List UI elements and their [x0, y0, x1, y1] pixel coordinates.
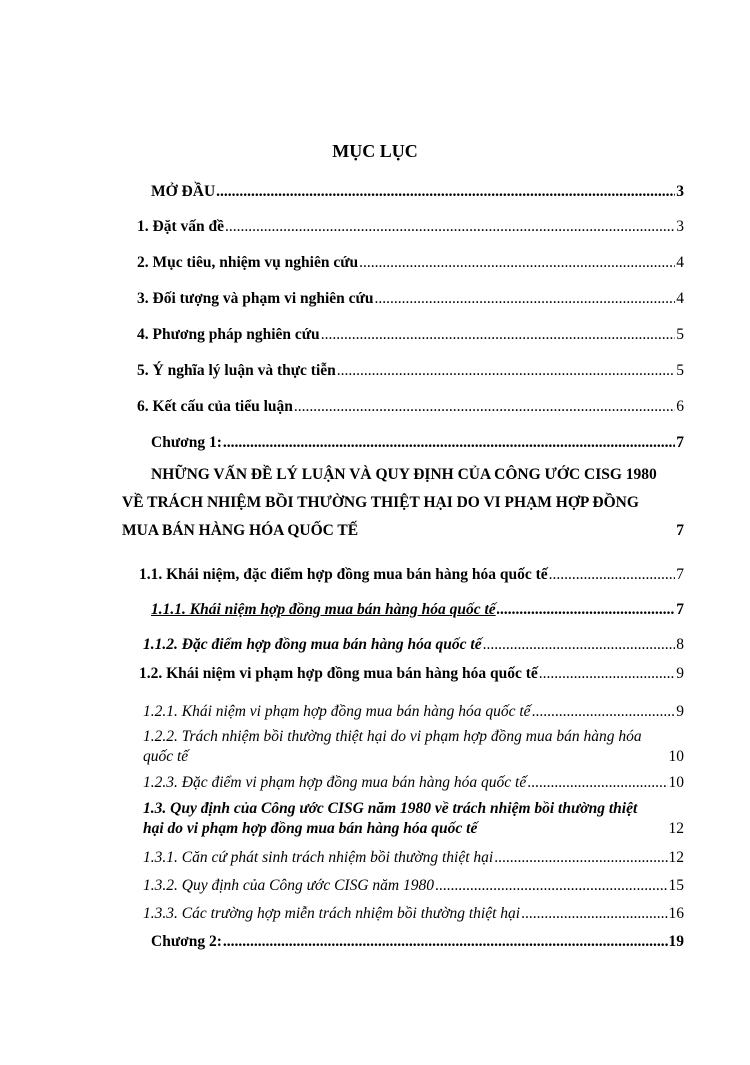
toc-entry-label: Chương 2: — [151, 933, 222, 950]
toc-entry-1-2[interactable] — [139, 664, 684, 684]
toc-entry-label: 1.1.2. Đặc điểm hợp đồng mua bán hàng hóa quốc tế — [143, 636, 482, 653]
toc-entry-page: 5 — [676, 326, 684, 343]
dot-leader — [527, 773, 667, 793]
dot-leader — [497, 600, 676, 620]
toc-entry-page: 16 — [668, 905, 684, 922]
dot-leader — [374, 289, 675, 309]
toc-entry-chapter-1-title[interactable] — [122, 461, 684, 545]
dot-leader — [225, 217, 675, 237]
dot-leader — [549, 565, 676, 585]
toc-entry-1-2-1[interactable] — [143, 702, 684, 722]
toc-entry-page: 5 — [676, 362, 684, 379]
toc-entry-line-2 — [143, 819, 684, 839]
toc-entry-label: 1.1.1. Khái niệm hợp đồng mua bán hàng hóa quốc tế — [151, 601, 496, 618]
toc-entry-intro-4[interactable] — [137, 325, 684, 345]
toc-entry-page: 12 — [668, 820, 684, 837]
dot-leader — [294, 397, 675, 417]
toc-entry-page: 19 — [668, 933, 684, 950]
toc-entry-intro-2[interactable] — [137, 253, 684, 273]
toc-entry-page: 7 — [676, 601, 684, 618]
dot-leader — [223, 932, 668, 952]
dot-leader — [216, 182, 675, 202]
toc-entry-label: Chương 1: — [151, 434, 222, 451]
toc-entry-label-line-2: hại do vi phạm hợp đồng mua bán hàng hóa quốc tế — [143, 820, 478, 837]
toc-entry-1-2-2[interactable] — [143, 727, 684, 767]
toc-entry-page: 12 — [668, 849, 684, 866]
toc-entry-page: 4 — [676, 254, 684, 271]
toc-entry-1-1-2[interactable] — [143, 635, 684, 655]
toc-entry-page: 9 — [676, 665, 684, 682]
dot-leader — [321, 325, 676, 345]
toc-entry-1-3-2[interactable] — [143, 876, 684, 896]
toc-entry-page: 8 — [676, 636, 684, 653]
toc-entry-1-3-3[interactable] — [143, 904, 684, 924]
toc-entry-label-line-2: quốc tế — [143, 748, 189, 765]
dot-leader — [494, 848, 667, 868]
toc-entry-page: 9 — [676, 703, 684, 720]
toc-entry-intro-5[interactable] — [137, 361, 684, 381]
toc-entry-label: 1.3.1. Căn cứ phát sinh trách nhiệm bồi thường thiệt hại — [143, 849, 494, 866]
toc-entry-1-1-1[interactable] — [151, 600, 684, 620]
toc-entry-1-2-3[interactable] — [143, 773, 684, 793]
toc-entry-label: 1. Đặt vấn đề — [137, 218, 224, 235]
dot-leader — [483, 635, 676, 655]
toc-entry-page: 3 — [676, 218, 684, 235]
toc-entry-mo-dau[interactable] — [151, 182, 684, 202]
toc-entry-label: 1.1. Khái niệm, đặc điểm hợp đồng mua bán hàng hóa quốc tế — [139, 566, 548, 583]
dot-leader — [337, 361, 675, 381]
chapter-title-line-1: NHỮNG VẤN ĐỀ LÝ LUẬN VÀ QUY ĐỊNH CỦA CÔNG ƯỚC CISG 1980 — [151, 466, 657, 483]
toc-entry-label: 6. Kết cấu của tiểu luận — [137, 398, 293, 415]
toc-entry-label: MỞ ĐẦU — [151, 183, 216, 200]
toc-title: MỤC LỤC — [332, 141, 418, 161]
toc-entry-page: 10 — [668, 774, 684, 791]
toc-entry-chapter-1[interactable] — [151, 433, 684, 453]
toc-entry-intro-1[interactable] — [137, 217, 684, 237]
toc-entry-page: 6 — [676, 398, 684, 415]
toc-entry-line-2 — [143, 747, 684, 767]
toc-entry-label: MUA BÁN HÀNG HÓA QUỐC TẾ — [122, 522, 359, 539]
toc-entry-page: 10 — [668, 748, 684, 765]
dot-leader — [435, 876, 668, 896]
toc-entry-intro-3[interactable] — [137, 289, 684, 309]
toc-entry-page: 15 — [668, 877, 684, 894]
toc-entry-label: 4. Phương pháp nghiên cứu — [137, 326, 320, 343]
chapter-title-line-3 — [122, 517, 684, 545]
toc-entry-label-line-1: 1.2.2. Trách nhiệm bồi thường thiệt hại do vi phạm hợp đồng mua bán hàng hóa — [143, 728, 642, 745]
toc-entry-1-3[interactable] — [143, 799, 684, 839]
toc-entry-label: 1.2.3. Đặc điểm vi phạm hợp đồng mua bán hàng hóa quốc tế — [143, 774, 527, 791]
toc-entry-label: 1.3.3. Các trường hợp miễn trách nhiệm bồi thường thiệt hại — [143, 905, 521, 922]
toc-entry-label: 5. Ý nghĩa lý luận và thực tiễn — [137, 362, 336, 379]
toc-entry-1-1[interactable] — [139, 565, 684, 585]
toc-entry-label: 2. Mục tiêu, nhiệm vụ nghiên cứu — [137, 254, 359, 271]
toc-entry-label: 1.2. Khái niệm vi phạm hợp đồng mua bán hàng hóa quốc tế — [139, 665, 538, 682]
toc-entry-1-3-1[interactable] — [143, 848, 684, 868]
dot-leader — [539, 664, 675, 684]
toc-entry-page: 7 — [676, 566, 684, 583]
toc-entry-page: 7 — [676, 434, 684, 451]
chapter-title-line-2: VỀ TRÁCH NHIỆM BỒI THƯỜNG THIỆT HẠI DO VI PHẠM HỢP ĐỒNG — [122, 494, 639, 511]
toc-entry-chapter-2[interactable] — [151, 932, 684, 952]
dot-leader — [359, 253, 675, 273]
dot-leader — [223, 433, 675, 453]
toc-entry-label: 1.2.1. Khái niệm vi phạm hợp đồng mua bán hàng hóa quốc tế — [143, 703, 531, 720]
toc-entry-label: 1.3.2. Quy định của Công ước CISG năm 1980 — [143, 877, 434, 894]
toc-entry-label: 3. Đối tượng và phạm vi nghiên cứu — [137, 290, 374, 307]
dot-leader — [532, 702, 676, 722]
toc-entry-page: 3 — [676, 183, 684, 200]
dot-leader — [521, 904, 667, 924]
toc-entry-label-line-1: 1.3. Quy định của Công ước CISG năm 1980 về trách nhiệm bồi thường thiệt — [143, 800, 638, 817]
toc-entry-intro-6[interactable] — [137, 397, 684, 417]
toc-entry-page: 4 — [676, 290, 684, 307]
toc-entry-page: 7 — [676, 522, 684, 539]
